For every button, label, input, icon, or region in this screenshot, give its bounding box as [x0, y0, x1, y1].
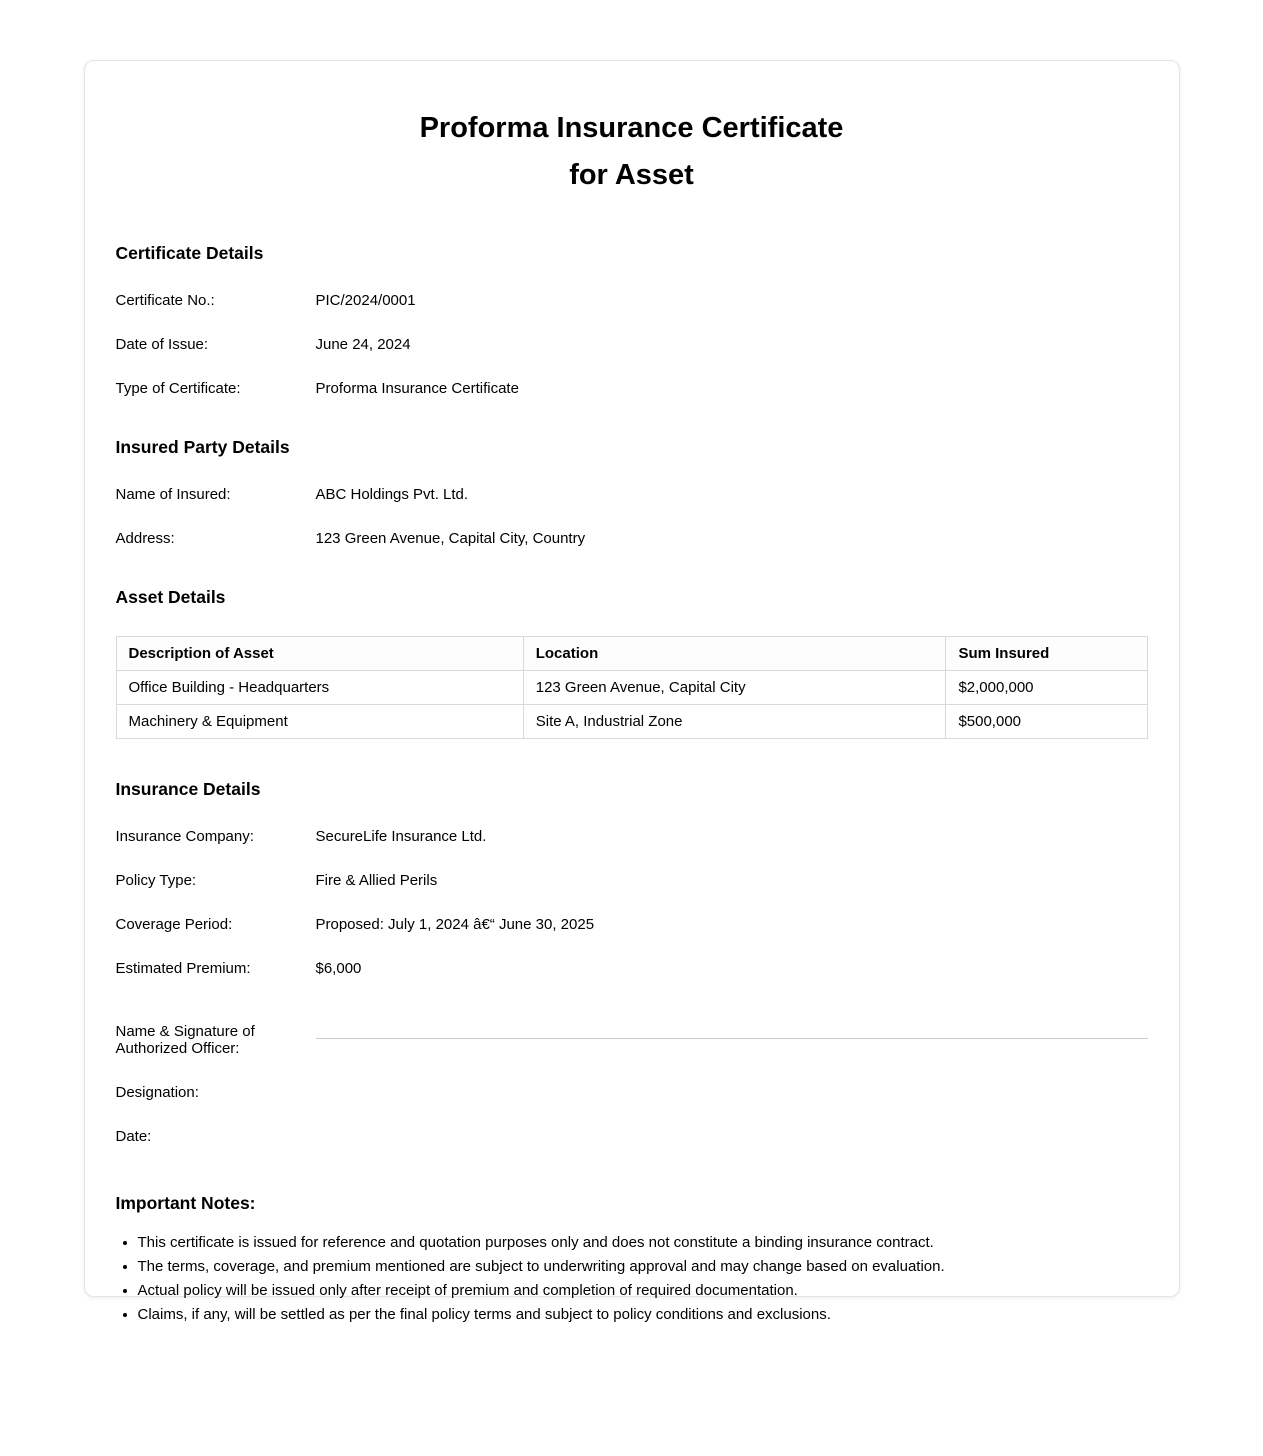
table-row — [116, 671, 1147, 705]
section-asset-details — [116, 587, 1148, 739]
signature-date-row — [116, 1128, 1148, 1145]
asset-table-header-sum-insured: Sum Insured — [946, 637, 1147, 671]
certificate-card — [84, 60, 1180, 1323]
section-insured-party — [116, 437, 1148, 547]
section-important-notes — [116, 1193, 1148, 1323]
field-label: Coverage Period: — [115, 916, 233, 933]
insurance-details-heading: Insurance Details — [115, 779, 261, 799]
asset-table-header-description: Description of Asset — [116, 637, 523, 671]
certificate-details-heading: Certificate Details — [115, 243, 264, 263]
insured-party-heading: Insured Party Details — [115, 437, 290, 457]
asset-table — [116, 636, 1148, 739]
field-label: Name of Insured: — [115, 486, 231, 503]
list-item: • This certificate is issued for reference and quotation purposes only and does not constitute a binding insurance contract. — [138, 1234, 1148, 1251]
asset-description-cell: Office Building - Headquarters — [116, 671, 523, 705]
field-value: Proposed: July 1, 2024 â€“ June 30, 2025 — [315, 916, 595, 933]
section-certificate-details — [116, 243, 1148, 397]
field-policy-type — [116, 872, 1148, 889]
document-title — [116, 105, 1148, 199]
field-type-of-certificate — [116, 380, 1148, 397]
field-value: June 24, 2024 — [315, 336, 411, 353]
field-value: PIC/2024/0001 — [315, 292, 416, 309]
document-title-line2: for Asset — [569, 159, 694, 191]
signature-line — [316, 1023, 1148, 1039]
field-value: Proforma Insurance Certificate — [315, 380, 519, 397]
field-name-of-insured — [116, 486, 1148, 503]
signature-block — [116, 1023, 1148, 1145]
field-address — [116, 530, 1148, 547]
field-coverage-period — [116, 916, 1148, 933]
table-row — [116, 705, 1147, 739]
list-item: • Claims, if any, will be settled as per the final policy terms and subject to policy conditions and exclusions. — [138, 1306, 1148, 1323]
asset-sum-insured-cell: $2,000,000 — [946, 671, 1147, 705]
important-notes-list — [116, 1234, 1148, 1323]
signature-officer-label: Name & Signature of Authorized Officer: — [115, 1023, 255, 1057]
field-value: 123 Green Avenue, Capital City, Country — [315, 530, 586, 547]
field-value: ABC Holdings Pvt. Ltd. — [315, 486, 469, 503]
field-value: $6,000 — [315, 960, 362, 977]
field-value: SecureLife Insurance Ltd. — [315, 828, 487, 845]
field-insurance-company — [116, 828, 1148, 845]
important-notes-heading: Important Notes: — [115, 1193, 256, 1213]
field-label: Date of Issue: — [115, 336, 209, 353]
designation-value — [316, 1084, 1148, 1101]
asset-table-header-location: Location — [523, 637, 946, 671]
field-label: Insurance Company: — [115, 828, 254, 845]
asset-location-cell: Site A, Industrial Zone — [523, 705, 946, 739]
field-label: Policy Type: — [115, 872, 197, 889]
asset-details-heading: Asset Details — [115, 587, 226, 607]
field-certificate-no — [116, 292, 1148, 309]
signature-designation-row — [116, 1084, 1148, 1101]
asset-description-cell: Machinery & Equipment — [116, 705, 523, 739]
section-insurance-details — [116, 779, 1148, 977]
field-value: Fire & Allied Perils — [315, 872, 438, 889]
document-title-line1: Proforma Insurance Certificate — [419, 112, 844, 144]
field-estimated-premium — [116, 960, 1148, 977]
asset-location-cell: 123 Green Avenue, Capital City — [523, 671, 946, 705]
designation-label: Designation: — [115, 1084, 199, 1101]
signature-officer-row — [116, 1023, 1148, 1057]
list-item: • The terms, coverage, and premium mentioned are subject to underwriting approval and may change based on evaluation. — [138, 1258, 1148, 1275]
list-item: • Actual policy will be issued only after receipt of premium and completion of required documentation. — [138, 1282, 1148, 1299]
date-label: Date: — [115, 1128, 152, 1145]
date-value — [316, 1128, 1148, 1145]
field-label: Certificate No.: — [115, 292, 215, 309]
field-label: Type of Certificate: — [115, 380, 241, 397]
field-label: Estimated Premium: — [115, 960, 251, 977]
field-label: Address: — [115, 530, 175, 547]
field-date-of-issue — [116, 336, 1148, 353]
asset-table-header-row — [116, 637, 1147, 671]
asset-sum-insured-cell: $500,000 — [946, 705, 1147, 739]
